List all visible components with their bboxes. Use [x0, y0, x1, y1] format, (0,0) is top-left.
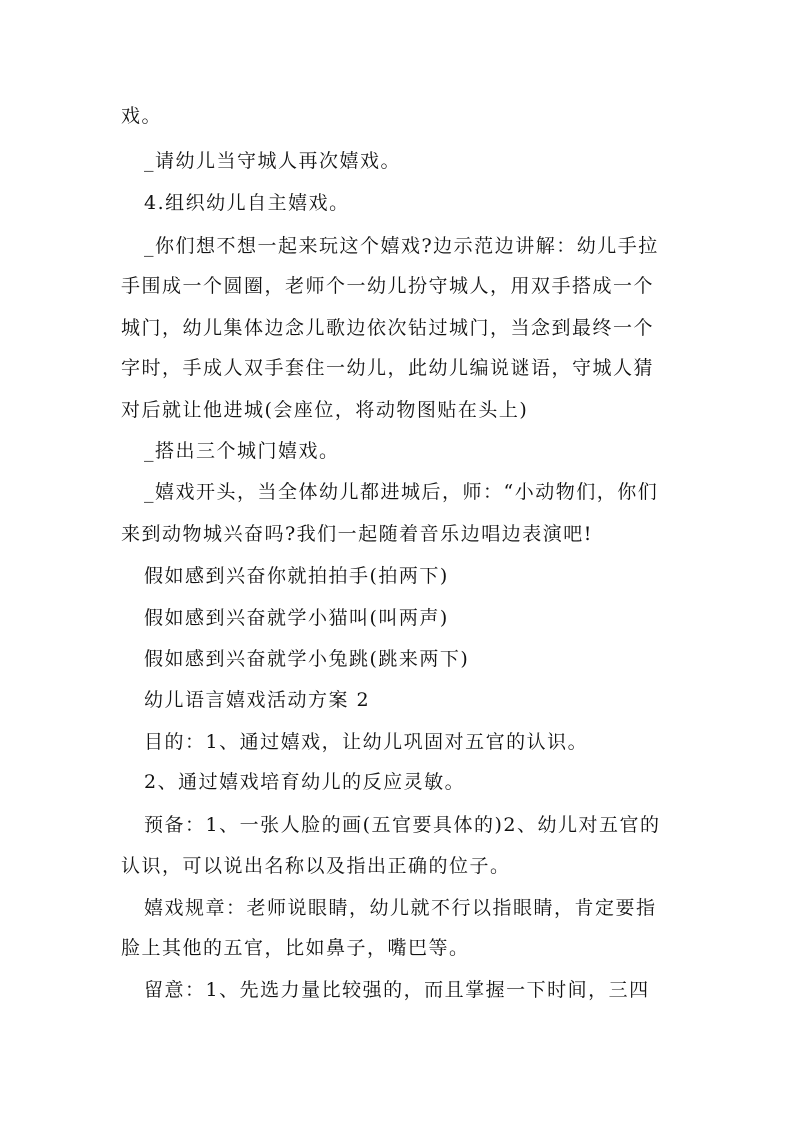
- section-heading: 幼儿语言嬉戏活动方案 2: [144, 689, 371, 711]
- text-line: 手围成一个圆圈，老师个一幼儿扮守城人，用双手搭成一个: [121, 275, 655, 297]
- text-line: 字时，手成人双手套住一幼儿，此幼儿编说谜语，守城人猜: [121, 357, 655, 379]
- text-line: 假如感到兴奋你就拍拍手(拍两下): [144, 565, 449, 587]
- text-line: 嬉戏规章：老师说眼睛，幼儿就不行以指眼睛，肯定要指: [144, 897, 657, 919]
- text-line: 假如感到兴奋就学小猫叫(叫两声): [144, 607, 449, 629]
- text-line: 2、通过嬉戏培育幼儿的反应灵敏。: [144, 771, 466, 793]
- text-line: 认识，可以说出名称以及指出正确的位子。: [121, 855, 511, 877]
- text-line: _嬉戏开头，当全体幼儿都进城后，师：“小动物们，你们: [144, 481, 659, 503]
- text-line: 4.组织幼儿自主嬉戏。: [144, 192, 350, 214]
- text-line: 对后就让他进城(会座位，将动物图贴在头上): [121, 399, 529, 421]
- text-line: 预备：1、一张人脸的画(五官要具体的)2、幼儿对五官的: [144, 814, 661, 836]
- text-line: 脸上其他的五官，比如鼻子，嘴巴等。: [121, 937, 470, 959]
- text-line: 目的：1、通过嬉戏，让幼儿巩固对五官的认识。: [144, 731, 589, 753]
- text-line: 来到动物城兴奋吗?我们一起随着音乐边唱边表演吧!: [121, 523, 593, 545]
- text-line: 城门，幼儿集体边念儿歌边依次钻过城门，当念到最终一个: [121, 317, 655, 339]
- text-line: 戏。: [121, 105, 163, 127]
- text-line: 假如感到兴奋就学小兔跳(跳来两下): [144, 648, 470, 670]
- text-line: _你们想不想一起来玩这个嬉戏?边示范边讲解：幼儿手拉: [144, 235, 659, 257]
- text-line: _搭出三个城门嬉戏。: [144, 440, 340, 462]
- text-line: 留意：1、先选力量比较强的，而且掌握一下时间，三四: [144, 979, 650, 1001]
- text-line: _请幼儿当守城人再次嬉戏。: [144, 150, 402, 172]
